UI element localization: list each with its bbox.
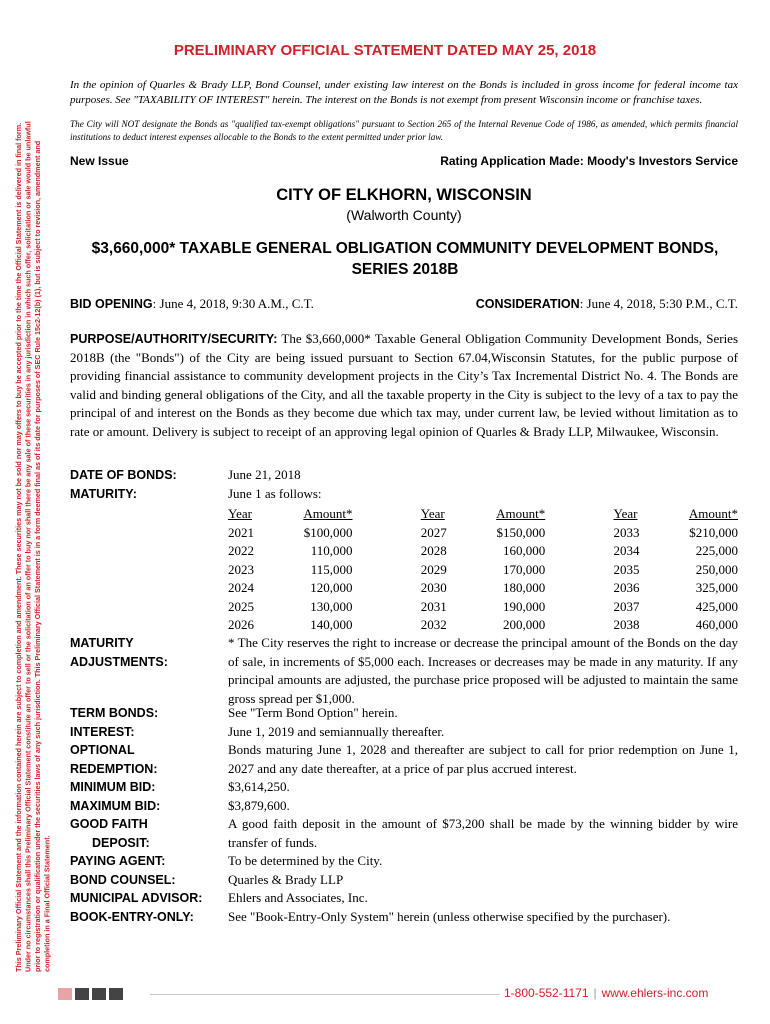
footer-divider <box>150 994 500 995</box>
good-faith-label-line-1: GOOD FAITH <box>70 817 148 831</box>
year-cell: 2030 <box>420 580 447 595</box>
maximum-bid-value: $3,879,600. <box>228 798 290 813</box>
year-cell: 2027 <box>420 524 447 540</box>
year-cell: 2022 <box>228 543 254 558</box>
issuer-county: (Walworth County) <box>346 207 462 223</box>
term-bonds-label: TERM BONDS: <box>70 706 159 720</box>
amount-cell: 140,000 <box>310 617 353 632</box>
maturity-schedule-table <box>228 505 738 635</box>
good-faith-deposit-label <box>70 815 225 852</box>
book-entry-label: BOOK-ENTRY-ONLY: <box>70 910 194 924</box>
municipal-advisor-value: Ehlers and Associates, Inc. <box>228 890 368 905</box>
year-header: Year <box>613 506 638 521</box>
amount-cell: $150,000 <box>496 524 546 540</box>
optional-redemption-label-line-1: OPTIONAL <box>70 743 135 757</box>
good-faith-deposit-value: A good faith deposit in the amount of $73,200 shall be made by the winning bidder by wire transfer of funds. <box>228 816 738 850</box>
bond-counsel-value: Quarles & Brady LLP <box>228 872 344 887</box>
table-row <box>228 561 738 580</box>
minimum-bid-label: MINIMUM BID: <box>70 780 156 794</box>
bond-counsel-label: BOND COUNSEL: <box>70 873 176 887</box>
year-cell: 2025 <box>228 598 254 614</box>
table-row <box>228 579 738 598</box>
issue-row <box>70 154 738 168</box>
amount-cell: 460,000 <box>695 617 738 632</box>
consideration-label: CONSIDERATION <box>475 297 580 311</box>
maturity-adjustments-label-line-1: MATURITY <box>70 636 134 650</box>
footer-contact <box>504 986 708 1000</box>
amount-cell: 160,000 <box>502 543 546 558</box>
optional-redemption-label <box>70 741 225 778</box>
amount-header: Amount* <box>303 506 353 521</box>
maximum-bid-label: MAXIMUM BID: <box>70 799 161 813</box>
maturity-adjustments-label <box>70 634 225 671</box>
amount-cell: 180,000 <box>502 580 546 595</box>
amount-header: Amount* <box>688 506 738 521</box>
book-entry-value: See "Book-Entry-Only System" herein (unless otherwise specified by the purchaser). <box>228 909 671 924</box>
bid-row <box>70 296 738 312</box>
year-cell: 2038 <box>613 617 640 632</box>
maturity-value: June 1 as follows: <box>228 486 322 501</box>
footer-square-dark <box>92 988 106 1000</box>
bond-title <box>60 238 750 280</box>
amount-cell: 425,000 <box>695 598 738 614</box>
maturity-table-header <box>228 505 738 524</box>
year-cell: 2024 <box>228 580 254 595</box>
amount-cell: 250,000 <box>695 561 738 577</box>
footer-phone: 1-800-552-1171 <box>504 986 589 1000</box>
optional-redemption-label-line-2: REDEMPTION: <box>70 761 158 776</box>
interest-value: June 1, 2019 and semiannually thereafter. <box>228 724 445 739</box>
amount-cell: 120,000 <box>310 580 353 595</box>
year-header: Year <box>420 506 445 521</box>
amount-cell: 110,000 <box>310 543 353 558</box>
qualified-obligations-note: The City will NOT designate the Bonds as "qualified tax-exempt obligations" pursuant to Section 265 of the Internal Revenue Code of 1986, as amended, which permits financial institutions to deduct interest expenses allocable to the Bonds to the extent permitted under prior law. <box>70 119 738 142</box>
date-of-bonds-value: June 21, 2018 <box>228 467 301 482</box>
year-cell: 2033 <box>613 524 640 540</box>
optional-redemption-value: Bonds maturing June 1, 2028 and thereafter are subject to call for prior redemption on June 1, 2027 and any date thereafter, at a price of par plus accrued interest. <box>228 742 738 776</box>
footer-square-light <box>58 988 72 1000</box>
table-row <box>228 524 738 543</box>
amount-cell: $210,000 <box>689 524 738 540</box>
maturity-label: MATURITY: <box>70 487 137 501</box>
rating-label: Rating Application Made: Moody's Investors Service <box>440 154 738 168</box>
year-cell: 2026 <box>228 617 254 632</box>
municipal-advisor-label: MUNICIPAL ADVISOR: <box>70 891 203 905</box>
tax-opinion-paragraph: In the opinion of Quarles & Brady LLP, Bond Counsel, under existing law interest on the Bonds is included in gross income for federal income tax purposes. See "TAXABILITY OF INTEREST" herein. The interest on the Bonds is not exempt from present Wisconsin income or franchise taxes. <box>70 79 738 106</box>
purpose-paragraph <box>70 330 738 441</box>
year-cell: 2023 <box>228 561 254 577</box>
amount-header: Amount* <box>496 506 546 521</box>
year-cell: 2031 <box>420 598 447 614</box>
purpose-text: The $3,660,000* Taxable General Obligation Community Development Bonds, Series 2018B (the "Bonds") of the City are being issued pursuant to Section 67.04,Wisconsin Statutes, for the public purpose of providing financial assistance to community development projects in the City’s Tax Incremental District No. 4. The Bonds are valid and binding general obligations of the City, and all the taxable property in the City is subject to the levy of a tax to pay the principal of and interest on the Bonds as they become due which tax may, under current law, be levied without limitation as to rate or amount. Delivery is subject to receipt of an approving legal opinion of Quarles & Brady LLP, Milwaukee, Wisconsin. <box>70 331 739 439</box>
paying-agent-value: To be determined by the City. <box>228 853 383 868</box>
interest-label: INTEREST: <box>70 725 135 739</box>
amount-cell: 325,000 <box>695 580 738 595</box>
table-row <box>228 598 738 617</box>
amount-cell: 115,000 <box>310 561 353 577</box>
preliminary-statement-title: PRELIMINARY OFFICIAL STATEMENT DATED MAY 25, 2018 <box>173 42 597 59</box>
footer-square-dark <box>75 988 89 1000</box>
date-of-bonds-label: DATE OF BONDS: <box>70 468 177 482</box>
year-cell: 2032 <box>420 617 447 632</box>
maturity-adjustments-label-line-2: ADJUSTMENTS: <box>70 654 168 669</box>
amount-cell: $100,000 <box>303 524 353 540</box>
amount-cell: 225,000 <box>695 543 738 558</box>
bid-opening-label: BID OPENING <box>70 297 153 311</box>
footer-squares-decoration <box>58 988 123 1000</box>
bid-opening-value: : June 4, 2018, 9:30 A.M., C.T. <box>152 296 314 311</box>
amount-cell: 170,000 <box>502 561 546 577</box>
footer-square-dark <box>109 988 123 1000</box>
amount-cell: 130,000 <box>310 598 353 614</box>
sidebar-disclaimer: This Preliminary Official Statement and the information contained herein are subject to completion and amendment. These securities may not be sold nor may offers to buy be accepted prior to the time the Official Statement is delivered in final form. Under no circumstances shall this Preliminary Official Statement constitute an offer to sell or the solicitation of an offer to buy nor shall there be any sale of these securities in any jurisdiction in which such offer, solicitation or sale would be unlawful prior to registration or qualification under the securities laws of any such jurisdiction. This Preliminary Official Statement is in a form deemed final as of its date for purposes of SEC Rule 15c2-12(b) (1), but is subject to revision, amendment and completion in a Final Official Statement. <box>14 121 52 972</box>
minimum-bid-value: $3,614,250. <box>228 779 290 794</box>
year-header: Year <box>228 506 252 521</box>
year-cell: 2037 <box>613 598 640 614</box>
paying-agent-label: PAYING AGENT: <box>70 854 166 868</box>
year-cell: 2036 <box>613 580 640 595</box>
bond-title-line-1: $3,660,000* TAXABLE GENERAL OBLIGATION COMMUNITY DEVELOPMENT BONDS, <box>91 240 719 257</box>
bond-title-line-2: SERIES 2018B <box>351 261 459 278</box>
year-cell: 2034 <box>613 543 640 558</box>
consideration <box>476 296 738 312</box>
table-row <box>228 542 738 561</box>
footer-separator: | <box>593 986 597 1000</box>
amount-cell: 200,000 <box>502 617 546 632</box>
purpose-label: PURPOSE/AUTHORITY/SECURITY: <box>70 332 278 346</box>
consideration-value: : June 4, 2018, 5:30 P.M., C.T. <box>579 296 738 311</box>
year-cell: 2021 <box>228 524 254 540</box>
year-cell: 2035 <box>613 561 640 577</box>
table-row <box>228 616 738 635</box>
maturity-adjustments-value: * The City reserves the right to increase or decrease the principal amount of the Bonds on the day of sale, in increments of $5,000 each. Increases or decreases may be made in any maturity. If any principal amounts are adjusted, the purchase price proposed will be adjusted to maintain the same gross spread per $1,000. <box>228 635 738 706</box>
footer-website[interactable]: www.ehlers-inc.com <box>601 986 709 1000</box>
new-issue-label: New Issue <box>70 154 129 168</box>
good-faith-label-line-2: DEPOSIT: <box>92 835 150 850</box>
year-cell: 2028 <box>420 543 447 558</box>
term-bonds-value: See "Term Bond Option" herein. <box>228 705 398 720</box>
issuer-name: CITY OF ELKHORN, WISCONSIN <box>276 186 532 204</box>
amount-cell: 190,000 <box>502 598 546 614</box>
bid-opening <box>70 296 314 312</box>
year-cell: 2029 <box>420 561 447 577</box>
